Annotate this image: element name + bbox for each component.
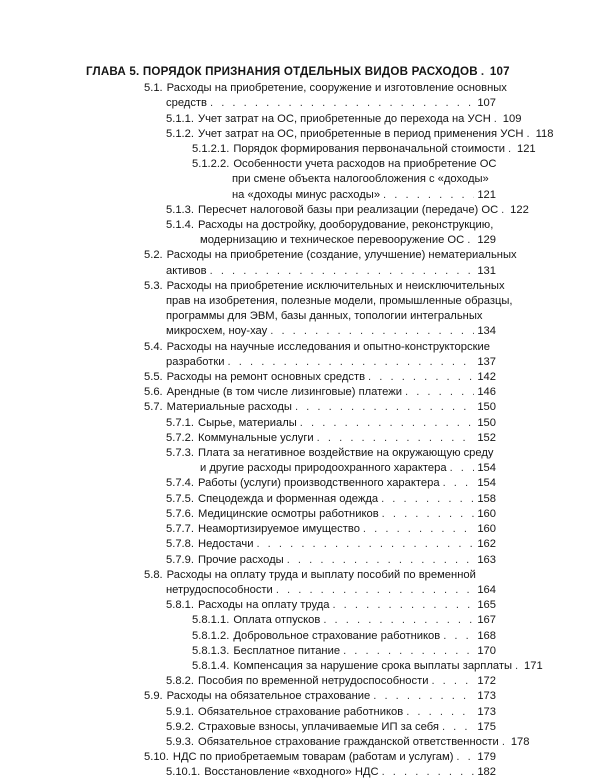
toc-entry <box>86 81 507 111</box>
entry-text: Медицинские осмотры работников <box>198 507 379 520</box>
entry-body <box>166 112 522 127</box>
entry-page-number: 142 <box>477 371 496 384</box>
entry-line <box>166 598 496 613</box>
toc-entry <box>86 629 496 644</box>
entry-page-number: 170 <box>477 644 496 657</box>
dot-leader <box>287 553 475 568</box>
entry-text: Сырье, материалы <box>198 416 297 429</box>
entry-page-number: 179 <box>477 751 496 764</box>
dot-leader <box>405 385 474 400</box>
toc-entry <box>86 112 522 127</box>
entry-number: 5.8.2. <box>166 675 194 688</box>
dot-leader <box>228 355 475 370</box>
entry-body <box>166 522 496 537</box>
entry-line <box>166 446 496 461</box>
toc-entry <box>86 659 543 674</box>
chapter-row <box>86 64 510 79</box>
entry-text: и другие расходы природоохранного характера <box>200 462 447 475</box>
entry-line <box>166 461 496 476</box>
entry-text: Неамортизируемое имущество <box>198 523 360 536</box>
entry-body <box>144 400 496 415</box>
entry-number: 5.7.9. <box>166 553 194 566</box>
entry-line <box>166 705 496 720</box>
entry-number: 5.3. <box>144 279 163 292</box>
entry-line <box>166 765 496 780</box>
dot-leader <box>508 142 514 157</box>
entry-line <box>192 629 496 644</box>
entry-page-number: 163 <box>477 553 496 566</box>
entry-body <box>192 629 496 644</box>
entry-text: микросхем, ноу-хау <box>166 325 268 338</box>
entry-line <box>144 81 507 96</box>
dot-leader <box>406 705 474 720</box>
entry-line <box>144 568 496 583</box>
toc-entry <box>86 553 496 568</box>
entry-number: 5.10. <box>144 751 169 764</box>
entry-number: 5.8.1. <box>166 599 194 612</box>
dot-leader <box>515 659 521 674</box>
entry-body <box>166 218 496 248</box>
toc-entry <box>86 203 529 218</box>
entry-line <box>144 248 517 263</box>
entry-line <box>166 233 496 248</box>
entry-line <box>166 416 496 431</box>
dot-leader <box>502 735 508 750</box>
entry-number: 5.7.1. <box>166 416 194 429</box>
toc-entry <box>86 750 496 765</box>
entry-number: 5.7.7. <box>166 523 194 536</box>
entry-line <box>144 385 496 400</box>
entry-line <box>144 264 496 279</box>
entry-text: активов <box>166 264 207 277</box>
entry-text: Учет затрат на ОС, приобретенные в период применения УСН <box>198 127 524 140</box>
entry-text: Расходы на ремонт основных средств <box>166 371 366 384</box>
entry-page-number: 165 <box>477 599 496 612</box>
toc-entry <box>86 720 496 735</box>
entry-body <box>192 613 496 628</box>
entry-number: 5.7.6. <box>166 507 194 520</box>
toc-entry <box>86 385 496 400</box>
table-of-contents <box>86 64 554 781</box>
entry-page-number: 150 <box>477 416 496 429</box>
entry-text: прав на изобретения, полезные модели, промышленные образцы, <box>166 295 513 308</box>
entry-page-number: 164 <box>477 583 496 596</box>
dot-leader <box>363 522 474 537</box>
entry-line <box>192 157 496 172</box>
entry-line <box>192 172 496 187</box>
entry-body <box>166 431 496 446</box>
entry-body <box>166 416 496 431</box>
entry-body <box>166 537 496 552</box>
entry-line <box>166 553 496 568</box>
entry-text: Обязательное страхование работников <box>198 705 404 718</box>
entry-number: 5.1.2.1. <box>192 143 230 156</box>
entry-body <box>166 765 496 780</box>
entry-number: 5.8.1.1. <box>192 614 230 627</box>
entry-number: 5.8.1.3. <box>192 644 230 657</box>
entry-number: 5.1.3. <box>166 203 194 216</box>
entry-page-number: 173 <box>477 690 496 703</box>
entry-body <box>144 248 517 278</box>
entry-line <box>144 294 513 309</box>
entry-line <box>192 644 496 659</box>
dot-leader <box>501 203 507 218</box>
entry-text: Расходы на оплату труда <box>198 599 330 612</box>
entry-line <box>166 720 496 735</box>
toc-entry <box>86 689 496 704</box>
entry-text: Пособия по временной нетрудоспособности <box>198 675 429 688</box>
toc-entry <box>86 218 496 248</box>
dot-leader <box>317 431 475 446</box>
dot-leader <box>443 629 474 644</box>
entry-page-number: 152 <box>477 431 496 444</box>
entry-text: Расходы на приобретение исключительных и неисключительных <box>166 279 505 292</box>
entry-text: на «доходы минус расходы» <box>232 188 381 201</box>
entry-text: Страховые взносы, уплачиваемые ИП за себя <box>198 720 439 733</box>
entry-line <box>144 370 496 385</box>
entry-number: 5.9. <box>144 690 163 703</box>
entry-page-number: 182 <box>477 766 496 779</box>
toc-entry <box>86 142 536 157</box>
entry-number: 5.10.1. <box>166 766 201 779</box>
dot-leader <box>332 598 474 613</box>
entry-number: 5.7. <box>144 401 163 414</box>
entry-text: средств <box>166 97 207 110</box>
entry-line <box>144 583 496 598</box>
entry-text: Компенсация за нарушение срока выплаты зарплаты <box>233 659 512 672</box>
dot-leader <box>295 400 474 415</box>
entry-number: 5.1.2. <box>166 127 194 140</box>
entry-number: 5.1.1. <box>166 112 194 125</box>
entry-number: 5.7.4. <box>166 477 194 490</box>
entry-line <box>192 188 496 203</box>
entry-body <box>144 385 496 400</box>
entry-text: Обязательное страхование гражданской ответственности <box>198 735 499 748</box>
entry-page-number: 154 <box>477 477 496 490</box>
entry-body <box>144 81 507 111</box>
entry-text: Добровольное страхование работников <box>233 629 441 642</box>
entry-body <box>144 568 496 598</box>
entry-body <box>166 492 496 507</box>
entry-text: Особенности учета расходов на приобретение ОС <box>233 158 497 171</box>
entry-page-number: 173 <box>477 705 496 718</box>
entry-text: нетрудоспособности <box>166 583 273 596</box>
entry-text: при смене объекта налогообложения с «доходы» <box>232 173 489 186</box>
toc-entry <box>86 674 496 689</box>
entry-text: Расходы на научные исследования и опытно-конструкторские <box>166 340 490 353</box>
toc-entry <box>86 340 496 370</box>
entry-text: Недостачи <box>198 538 254 551</box>
entry-line <box>144 279 505 294</box>
entry-line <box>166 431 496 446</box>
entry-line <box>144 96 496 111</box>
entry-text: Порядок формирования первоначальной стоимости <box>233 143 505 156</box>
entry-body <box>192 142 536 157</box>
entry-body <box>144 370 496 385</box>
entry-line <box>144 400 496 415</box>
entry-line <box>144 324 496 339</box>
entry-number: 5.7.8. <box>166 538 194 551</box>
entry-text: НДС по приобретаемым товарам (работам и услугам) <box>172 751 454 764</box>
entry-page-number: 131 <box>477 264 496 277</box>
entry-body <box>192 157 496 203</box>
entry-text: Расходы на приобретение, сооружение и изготовление основных <box>166 82 507 95</box>
entry-line <box>166 492 496 507</box>
entry-line <box>192 659 543 674</box>
entry-text: Плата за негативное воздействие на окружающую среду <box>198 447 494 460</box>
dot-leader <box>300 416 475 431</box>
entry-page-number: 158 <box>477 492 496 505</box>
entry-text: Пересчет налоговой базы при реализации (передаче) ОС <box>198 203 499 216</box>
entry-line <box>192 142 536 157</box>
entry-body <box>166 203 529 218</box>
dot-leader <box>256 537 474 552</box>
entry-text: Материальные расходы <box>166 401 292 414</box>
toc-entry <box>86 705 496 720</box>
entry-line <box>166 674 496 689</box>
entry-page-number: 146 <box>477 386 496 399</box>
entry-body <box>144 750 496 765</box>
entry-text: разработки <box>166 355 225 368</box>
entry-number: 5.8. <box>144 568 163 581</box>
entry-number: 5.7.3. <box>166 447 194 460</box>
entry-number: 5.8.1.2. <box>192 629 230 642</box>
entry-body <box>166 446 496 476</box>
dot-leader <box>431 674 474 689</box>
toc-entry <box>86 476 496 491</box>
entry-line <box>166 127 554 142</box>
entry-number: 5.1. <box>144 82 163 95</box>
entry-text: Арендные (в том числе лизинговые) платежи <box>166 386 402 399</box>
entry-line <box>166 112 522 127</box>
entry-page-number: 162 <box>477 538 496 551</box>
entry-page-number: 118 <box>535 127 554 140</box>
entry-line <box>144 689 496 704</box>
dot-leader <box>467 233 474 248</box>
entry-number: 5.4. <box>144 340 163 353</box>
toc-entries <box>86 81 554 780</box>
entry-page-number: 160 <box>477 507 496 520</box>
dot-leader <box>368 370 474 385</box>
dot-leader <box>382 765 475 780</box>
entry-line <box>144 355 496 370</box>
entry-page-number: 107 <box>477 97 496 110</box>
entry-body <box>166 598 496 613</box>
entry-page-number: 171 <box>524 659 543 672</box>
entry-text: Спецодежда и форменная одежда <box>198 492 379 505</box>
entry-line <box>166 735 530 750</box>
entry-text: программы для ЭВМ, базы данных, топологии интегральных <box>166 310 483 323</box>
entry-body <box>166 507 496 522</box>
entry-line <box>166 507 496 522</box>
toc-entry <box>86 157 496 203</box>
entry-line <box>166 203 529 218</box>
dot-leader <box>210 96 474 111</box>
entry-text: модернизацию и техническое перевооружение ОС <box>200 234 465 247</box>
entry-text: Расходы на оплату труда и выплату пособий по временной <box>166 568 476 581</box>
toc-entry <box>86 644 496 659</box>
entry-number: 5.9.1. <box>166 705 194 718</box>
toc-entry <box>86 522 496 537</box>
toc-entry <box>86 248 517 278</box>
entry-body <box>166 127 554 142</box>
entry-page-number: 175 <box>477 720 496 733</box>
entry-number: 5.9.3. <box>166 735 194 748</box>
toc-entry <box>86 765 496 780</box>
chapter-title: ГЛАВА 5. ПОРЯДОК ПРИЗНАНИЯ ОТДЕЛЬНЫХ ВИДОВ РАСХОДОВ <box>86 65 478 78</box>
dot-leader <box>456 750 474 765</box>
toc-entry <box>86 446 496 476</box>
chapter-heading <box>86 64 510 79</box>
entry-body <box>192 644 496 659</box>
entry-number: 5.5. <box>144 371 163 384</box>
entry-page-number: 167 <box>477 614 496 627</box>
toc-entry <box>86 507 496 522</box>
entry-body <box>166 553 496 568</box>
toc-entry <box>86 598 496 613</box>
entry-text: Бесплатное питание <box>233 644 341 657</box>
entry-number: 5.1.4. <box>166 219 194 232</box>
entry-line <box>166 218 496 233</box>
dot-leader <box>323 613 474 628</box>
toc-entry <box>86 492 496 507</box>
dot-leader <box>382 507 475 522</box>
entry-text: Расходы на достройку, дооборудование, реконструкцию, <box>198 219 494 232</box>
toc-entry <box>86 416 496 431</box>
entry-page-number: 129 <box>477 234 496 247</box>
entry-page-number: 134 <box>477 325 496 338</box>
dot-leader <box>276 583 475 598</box>
entry-line <box>192 613 496 628</box>
entry-body <box>144 689 496 704</box>
entry-page-number: 122 <box>510 203 529 216</box>
entry-number: 5.1.2.2. <box>192 158 230 171</box>
entry-body <box>144 279 513 340</box>
entry-text: Расходы на приобретение (создание, улучшение) нематериальных <box>166 249 517 262</box>
entry-line <box>166 522 496 537</box>
dot-leader <box>343 644 474 659</box>
dot-leader <box>373 689 474 704</box>
toc-entry <box>86 537 496 552</box>
toc-entry <box>86 127 554 142</box>
entry-line <box>144 309 496 324</box>
entry-text: Коммунальные услуги <box>198 431 314 444</box>
entry-page-number: 137 <box>477 355 496 368</box>
entry-page-number: 109 <box>502 112 522 125</box>
dot-leader <box>443 476 475 491</box>
dot-leader <box>442 720 474 735</box>
dot-leader <box>450 461 475 476</box>
entry-number: 5.6. <box>144 386 163 399</box>
chapter-page-number: 107 <box>489 65 510 78</box>
dot-leader <box>494 112 500 127</box>
entry-page-number: 121 <box>477 188 496 201</box>
entry-line <box>144 340 496 355</box>
toc-entry <box>86 431 496 446</box>
entry-body <box>166 735 530 750</box>
toc-entry <box>86 568 496 598</box>
dot-leader <box>210 264 475 279</box>
entry-line <box>166 476 496 491</box>
entry-page-number: 172 <box>477 675 496 688</box>
entry-text: Прочие расходы <box>198 553 284 566</box>
entry-page-number: 168 <box>477 629 496 642</box>
entry-line <box>144 750 496 765</box>
toc-entry <box>86 400 496 415</box>
entry-text: Учет затрат на ОС, приобретенные до перехода на УСН <box>198 112 491 125</box>
entry-page-number: 121 <box>516 143 536 156</box>
entry-text: Работы (услуги) производственного характера <box>198 477 440 490</box>
entry-body <box>166 476 496 491</box>
entry-page-number: 150 <box>477 401 496 414</box>
entry-line <box>166 537 496 552</box>
toc-entry <box>86 370 496 385</box>
entry-number: 5.9.2. <box>166 720 194 733</box>
dot-leader <box>383 188 474 203</box>
toc-entry <box>86 735 530 750</box>
entry-body <box>166 705 496 720</box>
entry-body <box>192 659 543 674</box>
entry-number: 5.2. <box>144 249 163 262</box>
toc-entry <box>86 613 496 628</box>
toc-entry <box>86 279 513 340</box>
entry-body <box>166 720 496 735</box>
entry-number: 5.7.2. <box>166 431 194 444</box>
entry-number: 5.8.1.4. <box>192 659 230 672</box>
entry-page-number: 154 <box>477 462 496 475</box>
entry-text: Восстановление «входного» НДС <box>204 766 379 779</box>
entry-text: Расходы на обязательное страхование <box>166 690 371 703</box>
entry-text: Оплата отпусков <box>233 614 321 627</box>
dot-leader <box>270 324 474 339</box>
entry-page-number: 178 <box>510 735 530 748</box>
entry-page-number: 160 <box>477 523 496 536</box>
dot-leader <box>526 127 532 142</box>
entry-body <box>166 674 496 689</box>
dot-leader <box>381 492 474 507</box>
entry-number: 5.7.5. <box>166 492 194 505</box>
dot-leader <box>481 64 487 79</box>
entry-body <box>144 340 496 370</box>
